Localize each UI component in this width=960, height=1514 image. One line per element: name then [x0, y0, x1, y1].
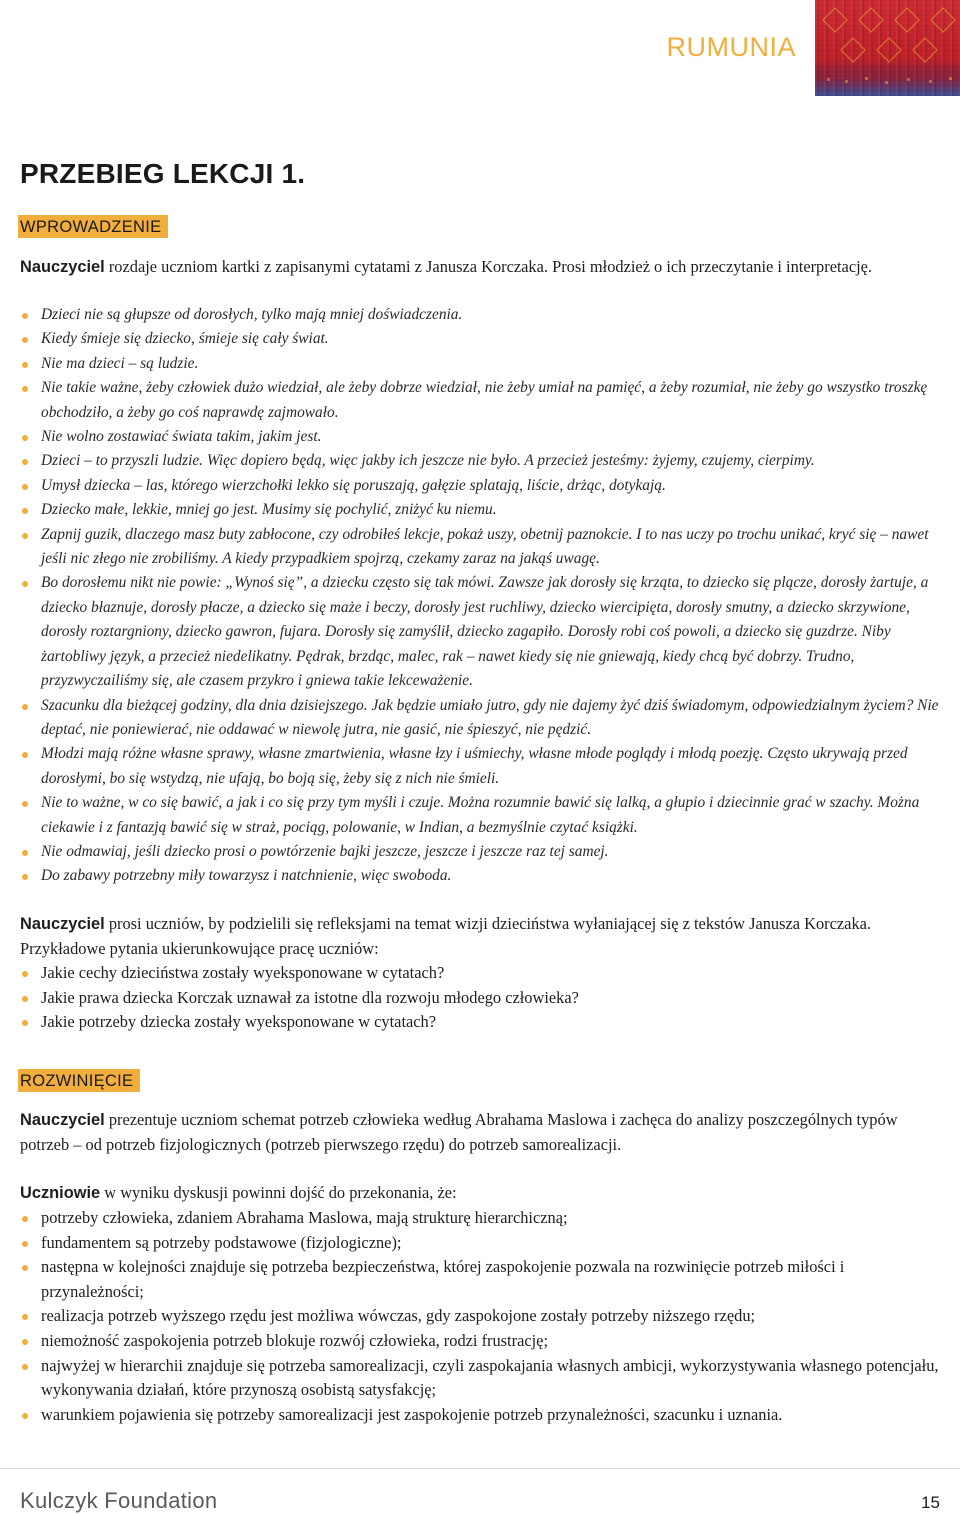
quote-item: Do zabawy potrzebny miły towarzysz i natchnienie, więc swoboda. — [20, 864, 942, 888]
quote-item: Zapnij guzik, dlaczego masz buty zabłocone, czy odrobiłeś lekcje, pokaż uszy, obetnij paznokcie. I to nas uczy po trochu unikać, kryć się – nawet jeśli nic złego nie zrobiliśmy. A kiedy przypadkiem spojrzą, czekamy zaraz na jakąś uwagę. — [20, 523, 942, 572]
page-number: 15 — [921, 1493, 940, 1512]
conclusion-item: realizacja potrzeb wyższego rzędu jest możliwa wówczas, gdy zaspokojone zostały potrzeby niższego rzędu; — [20, 1304, 942, 1329]
country-title: RUMUNIA — [666, 32, 796, 62]
quote-item: Nie to ważne, w co się bawić, a jak i co się przy tym myśli i czuje. Można rozumnie bawić się lalką, a głupio i dziecinnie grać w szachy. Można ciekawie i z fantazją bawić się w straż, pociąg, polowanie, w Indian, a bezmyślnie czytać książki. — [20, 791, 942, 840]
page-title: PRZEBIEG LEKCJI 1. — [20, 158, 306, 189]
quote-item: Nie odmawiaj, jeśli dziecko prosi o powtórzenie bajki jeszcze, jeszcze i jeszcze raz tej samej. — [20, 840, 942, 864]
quote-item: Dziecko małe, lekkie, mniej go jest. Musimy się pochylić, zniżyć ku niemu. — [20, 498, 942, 522]
folk-pattern-image — [815, 0, 960, 96]
teacher-label: Nauczyciel — [20, 1111, 105, 1129]
development-paragraph-1 — [20, 1108, 940, 1157]
conclusion-item: fundamentem są potrzeby podstawowe (fizjologiczne); — [20, 1231, 942, 1256]
quote-item: Dzieci nie są głupsze od dorosłych, tylko mają mniej doświadczenia. — [20, 303, 942, 327]
intro-paragraph-1 — [20, 255, 940, 280]
quote-item: Młodzi mają różne własne sprawy, własne zmartwienia, własne łzy i uśmiechy, własne młode poglądy i młodą poezję. Często ukrywają przed dorosłymi, bo się wstydzą, nie ufają, bo boją się, żeby się z nich nie śmieli. — [20, 742, 942, 791]
quote-item: Nie takie ważne, żeby człowiek dużo wiedział, ale żeby dobrze wiedział, nie żeby umiał na pamięć, a żeby rozumiał, nie żeby go wszystko troszkę obchodziło, a żeby go coś naprawdę zajmowało. — [20, 376, 942, 425]
footer-brand: Kulczyk Foundation — [20, 1488, 218, 1513]
question-item: Jakie prawa dziecka Korczak uznawał za istotne dla rozwoju młodego człowieka? — [20, 986, 942, 1011]
question-item: Jakie potrzeby dziecka zostały wyeksponowane w cytatach? — [20, 1010, 942, 1035]
quote-item: Dzieci – to przyszli ludzie. Więc dopiero będą, więc jakby ich jeszcze nie było. A przecież jesteśmy: żyjemy, czujemy, cierpimy. — [20, 449, 942, 473]
conclusion-list — [20, 1206, 942, 1427]
quote-item: Nie ma dzieci – są ludzie. — [20, 352, 942, 376]
students-label: Uczniowie — [20, 1184, 101, 1202]
quote-item: Kiedy śmieje się dziecko, śmieje się cały świat. — [20, 327, 942, 351]
conclusion-item: następna w kolejności znajduje się potrzeba bezpieczeństwa, której zaspokojenie pozwala na rozwinięcie potrzeb miłości i przynależności; — [20, 1255, 942, 1304]
footer-divider — [0, 1468, 960, 1469]
quote-item: Bo dorosłemu nikt nie powie: „Wynoś się”, a dziecku często się tak mówi. Zawsze jak dorosły się krząta, to dziecko się plącze, dorosły żartuje, a dziecko błaznuje, dorosły płacze, a dziecko się maże i beczy, dorosły jest ruchliwy, dziecko wiercipięta, dorosły smutny, a dziecko skrzywione, dorosły roztargniony, dziecko gawron, fujara. Dorosły się zamyślił, dziecko zagapiło. Dorosły robi coś powoli, a dziecko się guzdrze. Niby żartobliwy język, a przecież niedelikatny. Pędrak, brzdąc, malec, rak – nawet kiedy się nie gniewają, kiedy chcą być dobrzy. Trudno, przyzwyczailiśmy się, ale czasem przykro i gniewa takie lekceważenie. — [20, 571, 942, 693]
development-paragraph-1-text: prezentuje uczniom schemat potrzeb człowieka według Abrahama Maslowa i zachęca do analizy poszczególnych typów potrzeb – od potrzeb fizjologicznych (potrzeb pierwszego rzędu) do potrzeb samorealizacji. — [20, 1110, 898, 1154]
question-list — [20, 961, 942, 1035]
conclusion-item: niemożność zaspokojenia potrzeb blokuje rozwój człowieka, rodzi frustrację; — [20, 1329, 942, 1354]
development-paragraph-2-text: w wyniku dyskusji powinni dojść do przekonania, że: — [100, 1183, 457, 1202]
intro-paragraph-2 — [20, 912, 940, 961]
question-item: Jakie cechy dzieciństwa zostały wyeksponowane w cytatach? — [20, 961, 942, 986]
conclusion-item: warunkiem pojawienia się potrzeby samorealizacji jest zaspokojenie potrzeb przynależności, szacunku i uznania. — [20, 1403, 942, 1428]
quote-list — [20, 303, 942, 889]
section-label-intro: WPROWADZENIE — [18, 215, 168, 238]
conclusion-item: najwyżej w hierarchii znajduje się potrzeba samorealizacji, czyli zaspokajania własnych ambicji, wykorzystywania własnego potencjału, wykonywania działań, które przynoszą osobistą satysfakcję; — [20, 1354, 942, 1403]
teacher-label: Nauczyciel — [20, 915, 105, 933]
quote-item: Umysł dziecka – las, którego wierzchołki lekko się poruszają, gałęzie splatają, liście, drżąc, dotykają. — [20, 474, 942, 498]
quote-item: Szacunku dla bieżącej godziny, dla dnia dzisiejszego. Jak będzie umiało jutro, gdy nie dajemy żyć dziś świadomym, odpowiedzialnym życiem? Nie deptać, nie poniewierać, nie oddawać w niewolę jutra, nie gasić, nie śpieszyć, nie pędzić. — [20, 694, 942, 743]
intro-paragraph-2-text: prosi uczniów, by podzielili się refleksjami na temat wizji dzieciństwa wyłaniającej się z tekstów Janusza Korczaka. Przykładowe pytania ukierunkowujące pracę uczniów: — [20, 914, 872, 958]
conclusion-item: potrzeby człowieka, zdaniem Abrahama Maslowa, mają strukturę hierarchiczną; — [20, 1206, 942, 1231]
development-paragraph-2 — [20, 1181, 940, 1206]
intro-paragraph-1-text: rozdaje uczniom kartki z zapisanymi cytatami z Janusza Korczaka. Prosi młodzież o ich przeczytanie i interpretację. — [104, 257, 873, 276]
quote-item: Nie wolno zostawiać świata takim, jakim jest. — [20, 425, 942, 449]
section-label-development: ROZWINIĘCIE — [18, 1069, 140, 1092]
teacher-label: Nauczyciel — [20, 258, 105, 276]
